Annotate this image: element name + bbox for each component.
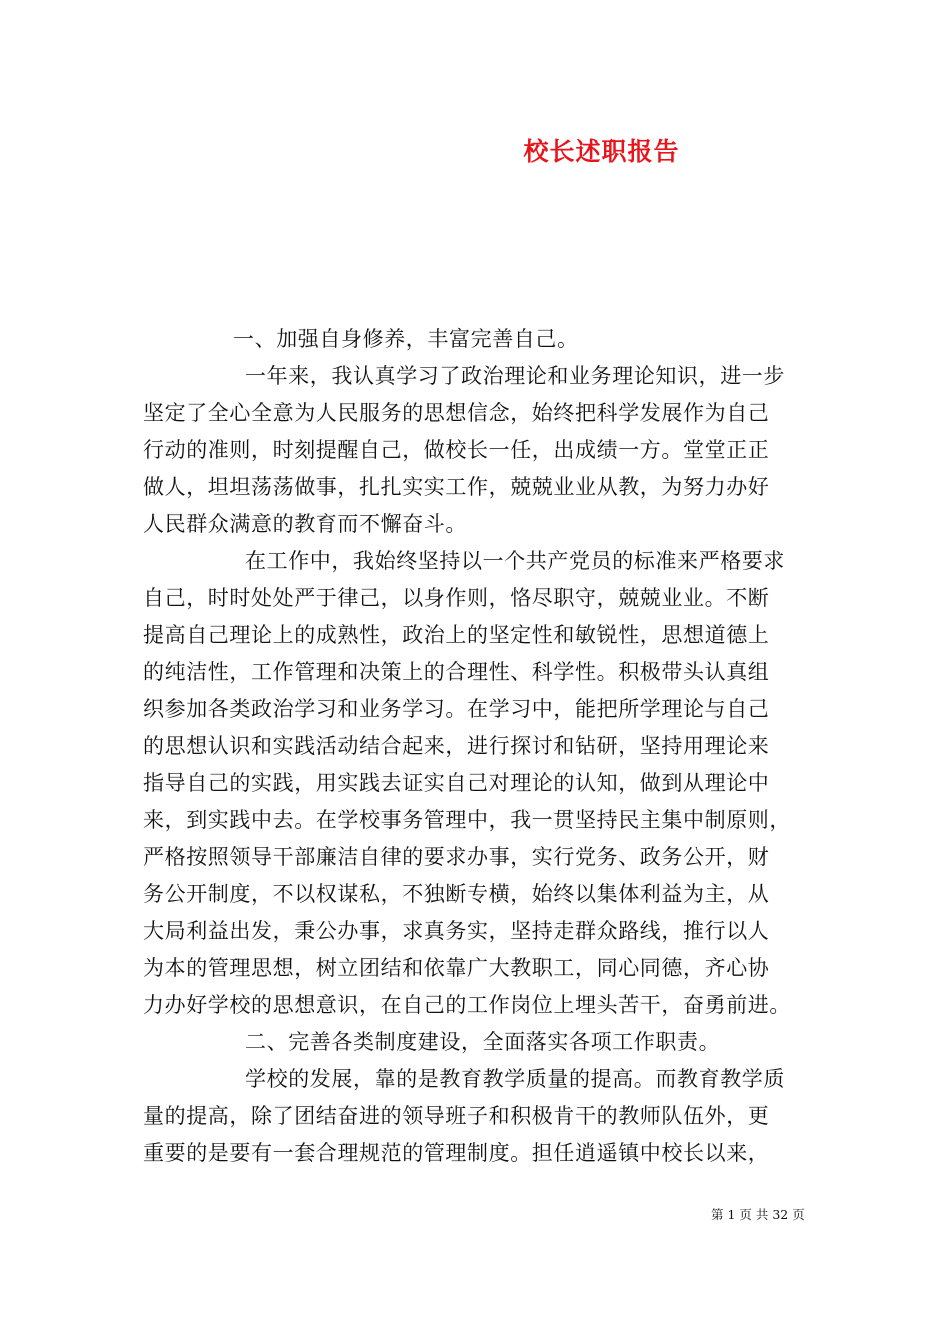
paragraph-line: 在工作中，我始终坚持以一个共产党员的标准来严格要求 [245,549,785,573]
paragraph-line: 大局利益出发，秉公办事，求真务实，坚持走群众路线，推行以人 [143,919,770,943]
paragraph-line: 力办好学校的思想意识，在自己的工作岗位上埋头苦干，奋勇前进。 [143,993,791,1017]
paragraph-line: 织参加各类政治学习和业务学习。在学习中，能把所学理论与自己 [143,697,770,721]
paragraph-line: 务公开制度，不以权谋私，不独断专横，始终以集体利益为主，从 [143,882,770,906]
paragraph-line: 指导自己的实践，用实践去证实自己对理论的认知，做到从理论中 [143,771,770,795]
paragraph-line: 提高自己理论上的成熟性，政治上的坚定性和敏锐性，思想道德上 [143,623,770,647]
paragraph-line: 坚定了全心全意为人民服务的思想信念，始终把科学发展作为自己 [143,401,770,425]
paragraph-line: 量的提高，除了团结奋进的领导班子和积极肯干的教师队伍外，更 [143,1104,770,1128]
paragraph-line: 来，到实践中去。在学校事务管理中，我一贯坚持民主集中制原则， [143,808,791,832]
section-heading-1: 一、加强自身修养，丰富完善自己。 [233,327,579,351]
paragraph-line: 行动的准则，时刻提醒自己，做校长一任，出成绩一方。堂堂正正 [143,438,770,462]
paragraph-line: 的思想认识和实践活动结合起来，进行探讨和钻研，坚持用理论来 [143,734,770,758]
page-number-footer: 第 1 页 共 32 页 [711,1207,805,1222]
paragraph-line: 重要的是要有一套合理规范的管理制度。担任逍遥镇中校长以来， [143,1141,770,1165]
paragraph-line: 严格按照领导干部廉洁自律的要求办事，实行党务、政务公开，财 [143,845,770,869]
paragraph-line: 做人，坦坦荡荡做事，扎扎实实工作，兢兢业业从教，为努力办好 [143,475,770,499]
paragraph-line: 的纯洁性，工作管理和决策上的合理性、科学性。积极带头认真组 [143,660,770,684]
paragraph-line: 学校的发展，靠的是教育教学质量的提高。而教育教学质 [245,1067,785,1091]
paragraph-line: 人民群众满意的教育而不懈奋斗。 [143,512,467,536]
paragraph-line: 自己，时时处处严于律己，以身作则，恪尽职守，兢兢业业。不断 [143,586,770,610]
paragraph-line: 为本的管理思想，树立团结和依靠广大教职工，同心同德，齐心协 [143,956,770,980]
document-title: 校长述职报告 [523,137,680,166]
paragraph-line: 一年来，我认真学习了政治理论和业务理论知识，进一步 [245,364,785,388]
section-heading-2: 二、完善各类制度建设，全面落实各项工作职责。 [245,1030,721,1054]
